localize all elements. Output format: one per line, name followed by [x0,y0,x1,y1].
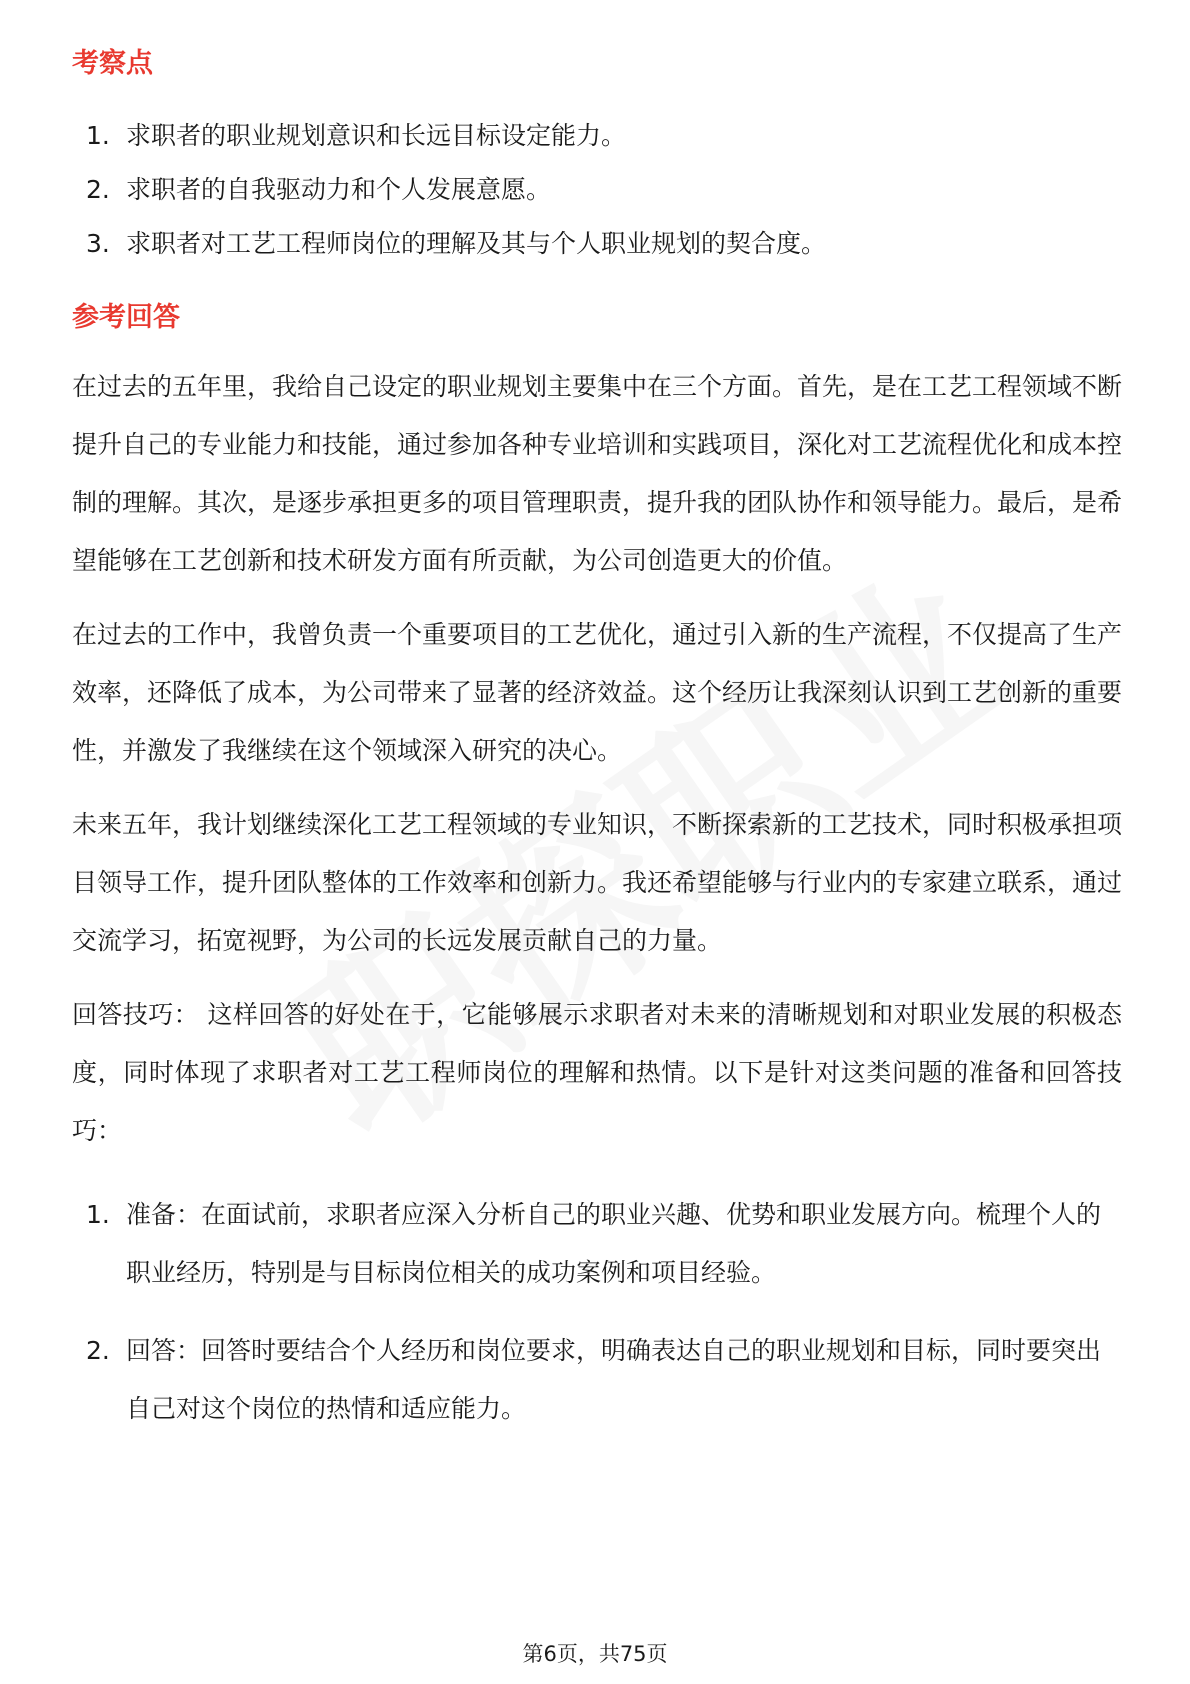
assessment-list [72,116,1122,264]
section-title-assessment: 考察点 [72,48,153,79]
list-number: 1. [86,121,110,150]
list-item-text: 求职者的自我驱动力和个人发展意愿。 [126,175,552,204]
answer-tips-intro: 回答技巧： 这样回答的好处在于，它能够展示求职者对未来的清晰规划和对职业发展的积极态度，同时体现了求职者对工艺工程师岗位的理解和热情。以下是针对这类问题的准备和回答技巧： [72,1000,1122,1145]
list-number: 2. [86,1336,110,1365]
list-number: 2. [86,175,110,204]
section-title-reference-answer: 参考回答 [72,302,180,333]
list-item [72,1322,1122,1438]
list-item-text: 准备：在面试前，求职者应深入分析自己的职业兴趣、优势和职业发展方向。梳理个人的职业经历，特别是与目标岗位相关的成功案例和项目经验。 [126,1200,1102,1287]
list-item [72,116,1122,156]
page-footer: 第6页，共75页 [522,1642,668,1666]
answer-paragraph: 未来五年，我计划继续深化工艺工程领域的专业知识，不断探索新的工艺技术，同时积极承担项目领导工作，提升团队整体的工作效率和创新力。我还希望能够与行业内的专家建立联系，通过交流学习，拓宽视野，为公司的长远发展贡献自己的力量。 [72,810,1123,955]
list-item [72,170,1122,210]
list-item-text: 求职者对工艺工程师岗位的理解及其与个人职业规划的契合度。 [126,229,827,258]
document-page [72,44,1122,1438]
tips-list [72,1186,1122,1438]
list-number: 1. [86,1200,110,1229]
answer-paragraph: 在过去的工作中，我曾负责一个重要项目的工艺优化，通过引入新的生产流程，不仅提高了生产效率，还降低了成本，为公司带来了显著的经济效益。这个经历让我深刻认识到工艺创新的重要性，并激发了我继续在这个领域深入研究的决心。 [72,620,1123,765]
list-item [72,1186,1122,1302]
list-item-text: 求职者的职业规划意识和长远目标设定能力。 [126,121,627,150]
list-item-text: 回答：回答时要结合个人经历和岗位要求，明确表达自己的职业规划和目标，同时要突出自己对这个岗位的热情和适应能力。 [126,1336,1102,1423]
answer-paragraph: 在过去的五年里，我给自己设定的职业规划主要集中在三个方面。首先，是在工艺工程领域不断提升自己的专业能力和技能，通过参加各种专业培训和实践项目，深化对工艺流程优化和成本控制的理解。其次，是逐步承担更多的项目管理职责，提升我的团队协作和领导能力。最后，是希望能够在工艺创新和技术研发方面有所贡献，为公司创造更大的价值。 [72,372,1123,575]
list-number: 3. [86,229,110,258]
list-item [72,224,1122,264]
